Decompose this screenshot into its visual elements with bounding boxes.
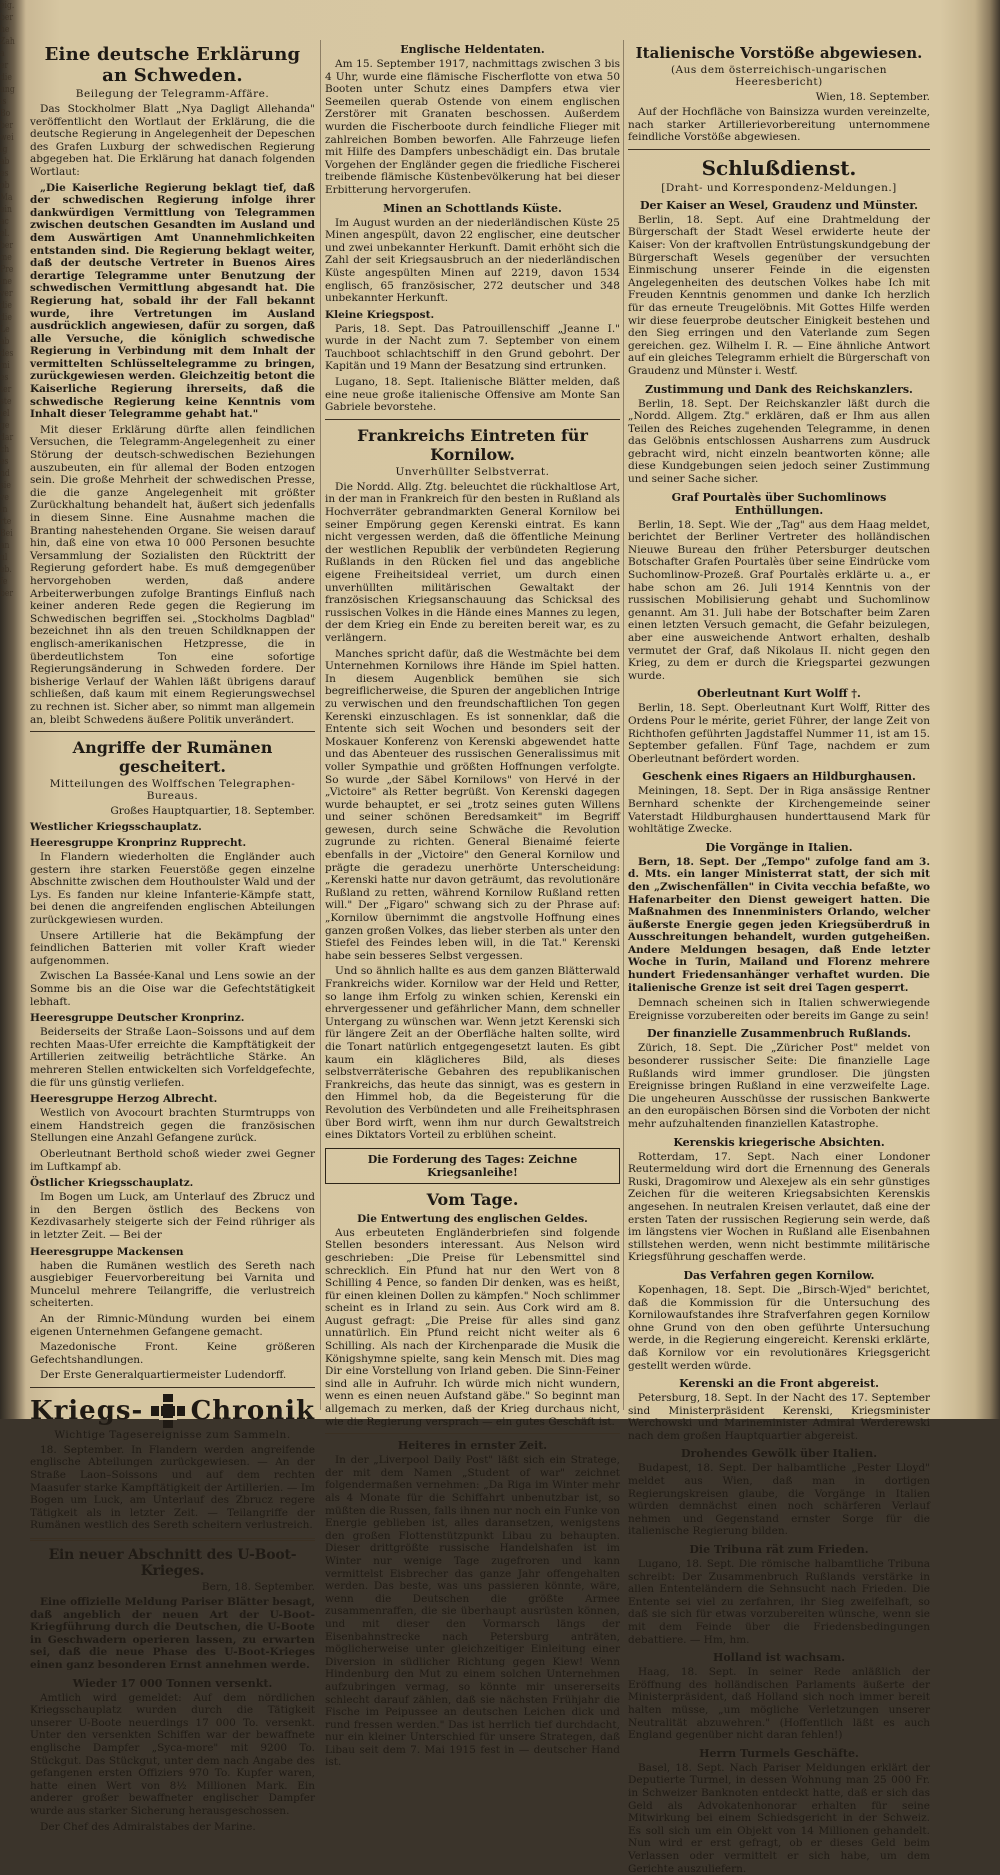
section-heading: Heeresgruppe Mackensen — [30, 1245, 184, 1258]
section-heading: Zustimmung und Dank des Reichskanzlers. — [645, 382, 913, 396]
section-heading: Holland ist wachsam. — [712, 1651, 846, 1665]
paragraph: Berlin, 18. Sept. Wie der „Tag" aus dem Haag meldet, berichtet der Berliner Vertreter des holländischen Nieuwe Bureau den früher Petersburger deutschen Botschafter Grafen Pourtalès über seine Eindrücke vom Suchomlinow-Prozeß. Graf Pourtalès erklärte u. a., er habe schon am 26. Juli 1914 Kenntnis von der russischen Mobilisierung gehabt und Suchomlinow genannt. Am 31. Juli habe der Botschafter beim Zaren einen letzten Versuch gemacht, die Gefahr beizulegen, aber eine ausweichende Antwort erhalten, deshalb vermutet der Graf, daß Nikolaus II. nicht gegen den Krieg, zu dem er durch die Kriegspartei gezwungen wurde. — [628, 518, 930, 682]
edge-fragment: ab — [0, 337, 10, 347]
headline-heiteres: Heiteres in ernster Zeit. — [397, 1439, 548, 1453]
headline-italian-attacks: Italienische Vorstöße abgewiesen. — [635, 44, 923, 62]
divider — [30, 1387, 315, 1388]
edge-fragment: ac — [0, 217, 9, 227]
paragraph: In Flandern wiederholten die Engländer auch gestern ihre starken Feuerstöße gegen einzelne Abschnitte zwischen dem Houthoulster Wald und der Lys. Es fanden nur kleine Infanterie-Kämpfe statt, bei denen die angreifenden englischen Abteilungen zurückgewiesen wurden. — [30, 851, 315, 927]
edge-fragment: ung — [0, 85, 15, 95]
column-2 — [325, 38, 620, 1769]
paragraph: Bern, 18. Sept. Der „Tempo" zufolge fand am 3. d. Mts. ein langer Ministerrat statt, der sich mit den „Zwischenfällen" in Civita vecchia befaßte, wo Hafenarbeiter den Dienst geweigert hatten. Die Maßnahmen des Innenministers Orlando, welcher äußerste Energie gegen jeden Kriegsüberdruß in Ausschreitungen behandelt, wurden gutgeheißen. Andere Meldungen besagen, daß Ende letzter Woche in Turin, Mailand und Florenz mehrere hundert Friedensanhänger verhaftet wurden. Die italienische Grenze ist seit drei Tagen gesperrt. — [628, 855, 930, 994]
edge-fragment: an — [0, 541, 10, 551]
paragraph: In der „Liverpool Daily Post" läßt sich ein Stratege, der mit dem Namen „Student of war" zeichnet folgendermaßen vernehmen: „Da Riga im Winter mehr als 4 Monate für die Schiffahrt unbenutzbar ist, so müßten die Russen, falls ihnen nur noch ein Funke von Energie geblieben ist, alles daransetzen, wenigstens den großen Flottenstützpunkt Libau zu behaupten. Dieser drittgrößte russische Handelshafen ist im Winter nur wenige Tage zugefroren und kann vermittelst Eisbrecher das ganze Jahr offengehalten werden. Das beste, was uns passieren könnte, wäre, wenn die Deutschen die größte Armee zusammenraffen, die sie überhaupt ausrüsten können, und mit dieser den Vormarsch längs der Eisenbahnstrecke nach Petersburg anträten, möglicherweise unter gleichzeitiger Einleitung einer Diversion in südlicher Richtung gegen Kiew! Wenn Hindenburg den Mut zu einem solchen Unternehmen aufzubringen vermag, so könnte mir unsererseits schlecht darauf zählen, daß sie nächsten Frühjahr die Fische im Peipussee an deutschen Leichen dick und rund fressen werden." Das ist herrlich tief durchdacht, nur ein kleiner Unterschied für unsere Strategen, daß Libau seit dem 7. Mai 1915 fest in — deutscher Hand ist. — [325, 1454, 620, 1769]
section-heading: Geschenk eines Rigaers an Hildburghausen. — [642, 770, 916, 784]
paragraph: Auf der Hochfläche von Bainsizza wurden vereinzelte, nach starker Artillerievorbereitung unternommene feindliche Vorstöße abgewiesen. — [628, 106, 930, 144]
divider — [30, 1538, 315, 1541]
edge-fragment: es — [0, 373, 9, 383]
section-heading: Drohendes Gewölk über Italien. — [680, 1447, 878, 1461]
edge-fragment: in — [0, 505, 8, 515]
divider — [325, 419, 620, 420]
chronik-title-left: Kriegs- — [30, 1395, 144, 1426]
kriegs-chronik-masthead — [30, 1394, 315, 1428]
edge-fragment: ig — [0, 145, 8, 155]
section-heading: Kleine Kriegspost. — [325, 308, 435, 321]
paragraph: Lugano, 18. Sept. Die römische halbamtliche Tribuna schreibt: Der Zusammenbruch Rußlands verstärke in allen Ententeländern die Sehnsucht nach Frieden. Die Entente sei viel zu zerfahren, ihr Sieg zweifelhaft, so daß sie sich für etwas vorzubereiten wünsche, wenn sie mit dem Feinde über die Friedensbedingungen debattiere. — Hm, hm. — [628, 1558, 930, 1646]
paragraph: Mit dieser Erklärung dürfte allen feindlichen Versuchen, die Telegramm-Angelegenheit zu einer Störung der deutsch-schwedischen Beziehungen auszubeuten, ein für allemal der Boden entzogen sein. Die große Mehrheit der schwedischen Presse, die die ganze Angelegenheit mit größter Zurückhaltung behandelt hat, äußert sich jedenfalls in diesem Sinne. Eine Ausnahme machen die Branting nahestehenden Organe. Sie weisen darauf hin, daß eine von etwa 10 000 Personen besuchte Versammlung der Sozialisten den Rücktritt der Regierung gefordert habe. Es muß demgegenüber hervorgehoben werden, daß andere Arbeiterwerbungen zufolge Brantings Einfluß nach keiner anderen Rede gegen die Regierung im Schwedischen begriffen sei. „Stockholms Dagblad" bezeichnet ihn als den treuen Schildknappen der englisch-amerikanischen Hetzpresse, die in überdeutlichstem Ton eine sofortige Regierungsänderung in Schweden fordere. Der bisherige Verlauf der Wahlen läßt übrigens darauf schließen, daß kaum mit einem Regierungswechsel zu rechnen ist. Sicher aber, so nimmt man allgemein an, bleibt Schwedens äußere Politik unverändert. — [30, 423, 315, 726]
paragraph: Budapest, 18. Sept. Der halbamtliche „Pester Lloyd" meldet aus Wien, daß man in dortigen Regierungskreisen glaube, die Vorgänge in Italien würden demnächst einen noch schärferen Verlauf nehmen und Gegenstand ernster Sorge für die italienische Regierung bilden. — [628, 1462, 930, 1538]
edge-fragment: ter — [0, 385, 12, 395]
paragraph: Berlin, 18. Sept. Auf eine Drahtmeldung der Bürgerschaft der Stadt Wesel erwiderte heute der Kaiser: Von der kraftvollen Entrüstungskundgebung der Bürgerschaft Wesels gegenüber der versuchten Einmischung unserer Feinde in die eigensten Angelegenheiten des deutschen Volkes habe Ich mit Freuden Kenntnis genommen und danke Ich herzlich für das erneute Treugelöbnis. Mit Gottes Hilfe werden wir diese feuerprobe deutscher Einigkeit bestehen und den Sieg erringen und den Vaterlande zum Segen gereichen. gez. Wilhelm I. R. — Eine ähnliche Antwort auf ein gleiches Telegramm erhielt die Bürgerschaft von Graudenz und Münster i. Westf. — [628, 213, 930, 377]
edge-fragment: ab — [0, 157, 10, 167]
edge-fragment: es — [0, 457, 9, 467]
edge-fragment: is — [0, 97, 7, 107]
paragraph: Zwischen La Bassée-Kanal und Lens sowie an der Somme bis an die Oise war die Gefechtstätigkeit lebhaft. — [30, 970, 315, 1008]
section-heading: Heeresgruppe Deutscher Kronprinz. — [30, 1012, 245, 1025]
edge-fragment: Zah — [0, 37, 15, 47]
section-heading: Die Vorgänge in Italien. — [705, 840, 853, 854]
section-heading: Oberleutnant Kurt Wolff †. — [697, 687, 861, 701]
edge-fragment: ber — [0, 121, 14, 131]
paragraph: Beiderseits der Straße Laon–Soissons und auf dem rechten Maas-Ufer erreichte die Kampftätigkeit der Artillerien zeitweilig beträchtliche Stärke. An mehreren Stellen entwickelten sich Vorfeldgefechte, die für uns günstig verliefen. — [30, 1026, 315, 1089]
paragraph: Manches spricht dafür, daß die Westmächte bei dem Unternehmen Kornilows ihre Hände im Spiel hatten. In diesem Augenblick bemühen sie sich begreiflicherweise, die Spuren der angeblichen Intrige zu verwischen und den freundschaftlichen Ton gegen Kerenski einzuschlagen. Es ist sonnenklar, daß die Entente sich seit Wochen und besonders seit der Moskauer Konferenz von Kerenski abgewendet hatte und das Abenteuer des russischen Generalissimus mit voller Sympathie und größten Hoffnungen verfolgte. So wurde „der Säbel Kornilows" von Hervé in der „Victoire" als Retter begrüßt. Von Kerenski dagegen wurde behauptet, er sei „trotz seines guten Willens und seiner schönen Beredsamkeit" im Begriff gewesen, durch seine Schwäche die Revolution zugrunde zu richten. General Bienaimé feierte ebenfalls in der „Victoire" den General Kornilow und prägte die geradezu unerhörte Unterscheidung: „Kerenski hatte nur davon geträumt, das revolutionäre Rußland zu retten, während Kornilow Rußland retten will." Der „Figaro" schwang sich zu der Phrase auf: „Kornilow übernimmt die angstvolle Hoffnung eines ganzen großen Volkes, das lieber sterben als unter den Stiefel des Feindes leben will, in die Tat." Kerenski habe sein besseres Selbst vergessen. — [325, 647, 620, 962]
section-heading: Der finanzielle Zusammenbruch Rußlands. — [646, 1027, 912, 1041]
edge-fragment: ver — [0, 289, 13, 299]
section-heading: Die Tribuna rät zum Frieden. — [689, 1543, 869, 1557]
headline-swedish-declaration: Eine deutsche Erklärung an Schweden. — [44, 44, 301, 86]
edge-fragment: me — [0, 253, 12, 263]
headline-kornilow: Frankreichs Eintreten für Kornilow. — [357, 425, 588, 464]
edge-fragment: des — [0, 349, 14, 359]
section-heading: Heeresgruppe Kronprinz Rupprecht. — [30, 837, 247, 850]
section-heading: Graf Pourtalès über Suchomlinows Enthüllungen. — [671, 490, 887, 517]
column-3 — [628, 38, 930, 1875]
signature: Der Chef des Admiralstabes der Marine. — [40, 1820, 256, 1833]
paragraph: 18. September. In Flandern werden angreifende englische Abteilungen zurückgewiesen. — An der Straße Laon–Soissons und auf dem rechten Maasufer starke Kampftätigkeit der Artillerien. — Im Bogen um Luck, am Unterlauf des Zbrucz regere Tätigkeit als in letzter Zeit. — Teilangriffe der Rumänen westlich des Sereth scheitern verlustreich. — [30, 1443, 315, 1532]
chronik-subtitle: Wichtige Tagesereignisse zum Sammeln. — [54, 1428, 291, 1441]
dateline: Bern, 18. September. — [201, 1581, 315, 1594]
edge-fragment: dar — [0, 433, 14, 443]
subheadline: [Draht- und Korrespondenz-Meldungen.] — [661, 181, 897, 194]
headline-romanian-attacks: Angriffe der Rumänen gescheitert. — [72, 738, 273, 777]
paragraph: Eine offizielle Meldung Pariser Blätter besagt, daß angeblich der neuen Art der U-Boot-Kriegführung durch die Deutschen, die U-Boote in Geschwadern operieren lassen, zu erwarten sei, daß die neue Phase des U-Boot-Krieges einen ganz besonderen Ernst annehmen werde. — [30, 1596, 315, 1671]
edge-fragment: er — [0, 61, 9, 71]
edge-fragment: Bo — [0, 109, 11, 119]
subheadline: Mitteilungen des Wolffschen Telegraphen-Bureaus. — [49, 778, 296, 803]
section-heading: Westlicher Kriegsschauplatz. — [30, 821, 202, 834]
headline-uboot: Ein neuer Abschnitt des U-Boot-Krieges. — [48, 1547, 297, 1580]
paragraph: Meiningen, 18. Sept. Der in Riga ansässige Rentner Bernhard schenkte der Kirchengemeinde seiner Vaterstadt Hildburghausen hunderttausend Mark für wohltätige Zwecke. — [628, 785, 930, 836]
section-heading: Die Entwertung des englischen Geldes. — [357, 1212, 588, 1225]
paragraph: Demnach scheinen sich in Italien schwerwiegende Ereignisse vorzubereiten oder bereits im Gange zu sein! — [628, 997, 930, 1022]
edge-fragment: eig. — [0, 1, 15, 11]
paragraph: Unsere Artillerie hat die Bekämpfung der feindlichen Batterien mit voller Kraft wieder aufgenommen. — [30, 929, 315, 967]
headline-schlussdienst: Schlußdienst. — [701, 155, 857, 180]
edge-fragment: ste — [0, 397, 12, 407]
edge-fragment: wei — [0, 133, 14, 143]
adjacent-page-edge — [0, 0, 24, 1419]
edge-fragment: Bei — [0, 529, 13, 539]
edge-fragment: ber — [0, 13, 14, 23]
paragraph: Und so ähnlich hallte es aus dem ganzen Blätterwald Frankreichs wider. Kornilow war der Held und Retter, so lange ihm Erfolg zu winken schien, Kerenski ein ehrvergessener und gefährlicher Mann, dem schneller Untergang zu wünschen war. Wenn jetzt Kerenski sich für längere Zeit an der Oberfläche halten sollte, wird die Tonart natürlich entgegengesetzt lauten. Es gibt kaum ein kläglicheres Bild, als dieses selbstverräterische Gebahren des republikanischen Frankreichs, das heute das sinnigt, was es gestern in den Himmel hob, da die Begeisterung für die Revolution des Verbündeten und alle Freiheitsphrasen über Bord wirft, wenn ihm nur durch Gewaltstreich eines Diktators Vorteil zu erblühen scheint. — [325, 965, 620, 1142]
paragraph: Zürich, 18. Sept. Die „Züricher Post" meldet von besonderer russischer Seite: Die finanzielle Lage Rußlands wird immer grundloser. Die jüngsten Ereignisse bringen Rußland in eine verzweifelte Lage. Die ungeheuren Ausschüsse der russischen Bankwerte an den europäischen Börsen sind die Vorboten der nicht mehr aufzuhaltenden finanziellen Katastrophe. — [628, 1042, 930, 1130]
edge-fragment: eb. — [0, 565, 12, 575]
paragraph: Die Nordd. Allg. Ztg. beleuchtet die rückhaltlose Art, in der man in Frankreich für den besten in Rußland als Hochverräter gebrandmarkten General Kornilow bei seiner Empörung gegen Kerenski eintrat. Es kann nicht vergessen werden, daß die öffentliche Meinung der westlichen Republik der verbündeten Regierung Rußlands in den Rücken fiel und das angebliche eigene Freiheitsideal verriet, um durch einen unverhüllten militärischen Gewaltakt der französischen Kriegsanschauung das Schicksal des russischen Volkes in die Hände eines Mannes zu legen, der dem Krieg ein Ende zu bereiten bereit war, es zu verlängern. — [325, 480, 620, 644]
edge-fragment: iel — [0, 409, 10, 419]
iron-cross-icon — [151, 1394, 182, 1428]
edge-fragment: he — [0, 25, 10, 35]
edge-fragment: Le — [0, 325, 10, 335]
headline-english-heroics: Englische Heldentaten. — [400, 43, 545, 56]
section-heading: Kerenski an die Front abgereist. — [679, 1377, 879, 1391]
paragraph: Paris, 18. Sept. Das Patrouillenschiff „Jeanne I." wurde in der Nacht zum 7. September von einem Tauchboot schlachtschiff in den Grund gebohrt. Der Kapitän und 19 Mann der Besatzung sind ertrunken. — [325, 322, 620, 373]
edge-fragment: ein — [0, 205, 12, 215]
subheadline: Unverhüllter Selbstverrat. — [395, 465, 550, 478]
column-1 — [30, 38, 315, 1833]
divider — [30, 731, 315, 732]
paragraph: Im Bogen um Luck, am Unterlauf des Zbrucz und in den Bergen östlich des Beckens von Kezdivasarhely steigerte sich der Feind rühriger als in letzter Zeit. — Bei der — [30, 1191, 315, 1241]
paragraph: Aus erbeuteten Engländerbriefen sind folgende Stellen besonders interessant. Aus Nelson wird geschrieben: „Die Preise für Lebensmittel sind schrecklich. Ein Pfund hat nur den Wert von 8 Schilling 4 Pence, so fanden Dir denken, was es heißt, für einen kleinen Dollen zu kämpfen." Noch schlimmer scheint es in Irland zu sein. Aus Cork wird am 8. August gefragt: „Die Preise für alles sind ganz unnatürlich. Ein Pfund reicht nicht weiter als 6 Schilling. Als nach der Kirchenparade die Musik die Königshymne spielte, sang kein Mensch mit. Dies mag Dir eine Vorstellung von Irland geben. Die Sinn-Feiner sind alle in Aufruhr. Ich würde mich nicht wundern, wenn es einen neuen Aufstand gäbe." So beginnt man allgemach zu merken, daß der Krieg durchaus nicht, wie die Regierung versprach — ein gutes Geschäft ist. — [325, 1226, 620, 1428]
paragraph: Haag, 18. Sept. In seiner Rede anläßlich der Eröffnung des holländischen Parlaments äußerte der Ministerpräsident, daß Holland sich noch immer bereit halten müsse, „um mögliche Verletzungen unserer Neutralität abzuwehren." (Hoffentlich läßt es auch England gegenüber nicht daran fehlen!) — [628, 1666, 930, 1742]
edge-fragment: die — [0, 301, 12, 311]
edge-fragment: ve — [0, 493, 9, 503]
section-heading: Heeresgruppe Herzog Albrecht. — [30, 1093, 218, 1106]
paragraph: Westlich von Avocourt brachten Sturmtrupps von einem Handstreich gegen die französischen Stellungen eine Anzahl Gefangene zurück. — [30, 1107, 315, 1145]
paragraph: Das Stockholmer Blatt „Nya Dagligt Allehanda" veröffentlicht den Wortlaut der Erklärung, die die deutsche Regierung in Angelegenheit der Depeschen des Grafen Luxburg der schwedischen Regierung abgegeben hat. Die Erklärung hat danach folgenden Wortlaut: — [30, 103, 315, 178]
paragraph: Berlin, 18. Sept. Der Reichskanzler läßt durch die „Nordd. Allgem. Ztg." erklären, daß er Ihm aus allen Teilen des Reiches zugehenden Telegramme, in denen das Gelöbnis entschlossen Ausharrens zum Ausdruck gebracht wird, nicht einzeln beantworten könne; alle diese Kundgebungen seien jedoch seiner Zustimmung und seiner Sache sicher. — [628, 397, 930, 486]
edge-fragment: rte — [0, 517, 12, 527]
divider — [325, 1433, 620, 1434]
edge-fragment: a — [0, 49, 5, 59]
war-bond-slogan-box: Die Forderung des Tages: Zeichne Kriegsanleihe! — [325, 1148, 620, 1184]
section-heading: Östlicher Kriegsschauplatz. — [30, 1177, 194, 1190]
paragraph: Im August wurden an der niederländischen Küste 25 Minen angespült, davon 22 englischer, eine deutscher und zwei unbekannter Herkunft. Damit erhöht sich die Zahl der seit Kriegsausbruch an der niederländischen Küste angespülten Minen auf 2219, davon 1534 englisch, 65 französischer, 272 deutscher und 348 unbekannter Herkunft. — [325, 216, 620, 305]
edge-fragment: fe — [0, 577, 8, 587]
paragraph: Mazedonische Front. Keine größeren Gefechtshandlungen. — [30, 1341, 315, 1366]
paragraph: Basel, 18. Sept. Nach Pariser Meldungen erklärt der Deputierte Turmel, in dessen Wohnung man 25 000 Fr. in Schweizer Banknoten entdeckt hatte, daß er sich das Geld als Advokatenhonorar erhalten für seine Mitwirkung bei einem Schiedsgericht in der Schweiz. Es soll sich um ein Objekt von 14 Millionen gehandelt. Nun wird er erst gefragt, ob er dieses Geld beim Verlassen oder vermittelt er sich habe, um dem Gerichte auszuliefern. — [628, 1761, 930, 1875]
divider — [628, 149, 930, 150]
section-heading: Herrn Turmels Geschäfte. — [699, 1746, 859, 1760]
dateline: Wien, 18. September. — [815, 91, 930, 103]
section-heading: Der Kaiser an Wesel, Graudenz und Münster. — [640, 198, 918, 212]
column-rule — [623, 40, 624, 1410]
paragraph: Kopenhagen, 18. Sept. Die „Birsch-Wjed" berichtet, daß die Kommission für die Untersuchung des Kornilowaufstandes ihre Strafverfahren gegen Kornilow ohne Grund von den oben geführte Untersuchung werde, in die Regierung eingereicht. Kerenski erklärte, daß Kornilow vor ein revolutionäres Kriegsgericht gestellt werden würde. — [628, 1283, 930, 1372]
section-heading: Das Verfahren gegen Kornilow. — [683, 1268, 875, 1282]
subheadline: Beilegung der Telegramm-Affäre. — [75, 88, 270, 100]
edge-fragment: ul — [0, 553, 8, 563]
paragraph: Lugano, 18. Sept. Italienische Blätter melden, daß eine neue große italienische Offensive am Monte San Gabriele bevorstehe. — [325, 376, 620, 414]
paragraph: Petersburg, 18. Sept. In der Nacht des 17. September sind Ministerpräsident Kerenski, Kriegsminister Werchowski und Marineminister Admiral Werderewski nach dem großen Hauptquartier abgereist. — [628, 1392, 930, 1442]
paragraph: Rotterdam, 17. Sept. Nach einer Londoner Reutermeldung wird dort die Ernennung des Generals Ruski, Dragomirow und Alexejew als ein sehr günstiges Zeichen für die weiteren Kriegsabsichten Kerenskis angesehen. In neutralen Kreisen verlautet, daß eine der ersten Taten der russischen Regierung sein werde, daß im längstens vier Wochen in Rußland alle Eisenbahnen stillstehen werden, wenn nicht bestimmte militärische Kriegsführung geschaffen werde. — [628, 1150, 930, 1264]
paragraph: An der Rimnic-Mündung wurden bei einem eigenen Unternehmen Gefangene gemacht. — [30, 1312, 315, 1338]
edge-fragment: es — [0, 169, 9, 179]
edge-fragment: ber — [0, 241, 14, 251]
dateline: Großes Hauptquartier, 18. September. — [110, 805, 315, 818]
edge-fragment: Ma — [0, 193, 13, 203]
paragraph: Oberleutnant Berthold schoß wieder zwei Gegner im Luftkampf ab. — [30, 1147, 315, 1173]
subheadline: (Aus dem österreichisch-ungarischen Heeresbericht) — [670, 64, 888, 88]
edge-fragment: ch — [0, 445, 10, 455]
edge-fragment: mi — [0, 361, 10, 371]
edge-fragment: ob — [0, 181, 10, 191]
edge-fragment: die — [0, 313, 12, 323]
paragraph: haben die Rumänen westlich des Sereth nach ausgiebiger Feuervorbereitung bei Varnita und Muncelul mehrere Teilangriffe, die verlustreich scheiterten. — [30, 1259, 315, 1310]
section-heading: Wieder 17 000 Tonnen versenkt. — [72, 1676, 273, 1690]
headline-vom-tage: Vom Tage. — [426, 1189, 519, 1209]
paragraph: Am 15. September 1917, nachmittags zwischen 3 bis 4 Uhr, wurde eine flämische Fischerflotte von etwa 50 Booten unter Schutz eines Dampfers etwa vier Seemeilen querab Ostende von einem englischen Zerstörer mit Granaten beschossen. Außerdem wurden die Fischerboote durch feindliche Flieger mit zahlreichen Bomben beworfen. Alle Fahrzeuge liefen mit Hilfe des Dampfers unbeschädigt ein. Das brutale Vorgehen der Engländer gegen die friedliche Fischerei treibende flämische Küstenbevölkerung hat bei dieser Erbitterung hervorgerufen. — [325, 58, 620, 196]
headline-mines: Minen an Schottlands Küste. — [383, 201, 562, 215]
edge-fragment: die — [0, 73, 12, 83]
edge-fragment: ber — [0, 589, 14, 599]
section-heading: Kerenskis kriegerische Absichten. — [673, 1135, 885, 1149]
edge-fragment: ine — [0, 277, 12, 287]
edge-fragment: sie — [0, 481, 11, 491]
signature: Der Erste Generalquartiermeister Ludendorff. — [40, 1369, 287, 1382]
paragraph: „Die Kaiserliche Regierung beklagt tief, daß der schwedischen Regierung infolge ihrer dankwürdigen Vermittlung von Telegrammen zwischen deutschen Gesandten im Ausland und dem Auswärtigen Amt Unannehmlichkeiten entstanden sind. Die Regierung beklagt weiter, daß der deutsche Vertreter in Buenos Aires derartige Telegramme unter Benutzung der schwedischen Vermittlung abgesandt hat. Die Regierung hat, sobald ihr der Fall bekannt wurde, ihre Vertretungen im Ausland ausdrücklich angewiesen, dafür zu sorgen, daß alle Versuche, die königlich schwedische Regierung in Verbindung mit dem Inhalt der vermittelten Schlüsseltelegramme zu bringen, zurückgewiesen werden. Gleichzeitig betont die Kaiserliche Regierung ihrerseits, daß die schwedische Regierung keine Kenntnis vom Inhalt dieser Telegramme gehabt hat." — [30, 181, 315, 421]
paragraph: Berlin, 18. Sept. Oberleutnant Kurt Wolff, Ritter des Ordens Pour le mérite, geriet Führer, der lange Zeit von Richthofen geführten Jagdstaffel Nummer 11, ist am 15. September gefallen. Fünf Tage, nachdem er zum Oberleutnant befördert worden. — [628, 702, 930, 765]
edge-fragment: Pre — [0, 265, 14, 275]
chronik-title-right: Chronik — [190, 1395, 315, 1426]
paragraph: Amtlich wird gemeldet: Auf dem nördlichen Kriegsschauplatz wurden durch die Tätigkeit unserer U-Boote neuerdings 17 000 To. versenkt. Unter den versenkten Schiffen war der bewaffnete englische Dampfer „Syca-more" mit 9200 To. Stückgut. Das Stückgut, unter dem nach Angabe des gefangenen ersten Offiziers 970 To. Kupfer waren, hatte einen Wert von 8½ Millionen Mark. Ein anderer großer bewaffneter englischer Dampfer wurde aus starker Sicherung herausgeschossen. — [30, 1691, 315, 1817]
edge-fragment: el. — [0, 229, 10, 239]
edge-fragment: ge — [0, 421, 10, 431]
column-rule — [320, 40, 321, 1410]
edge-fragment: nd — [0, 469, 10, 479]
